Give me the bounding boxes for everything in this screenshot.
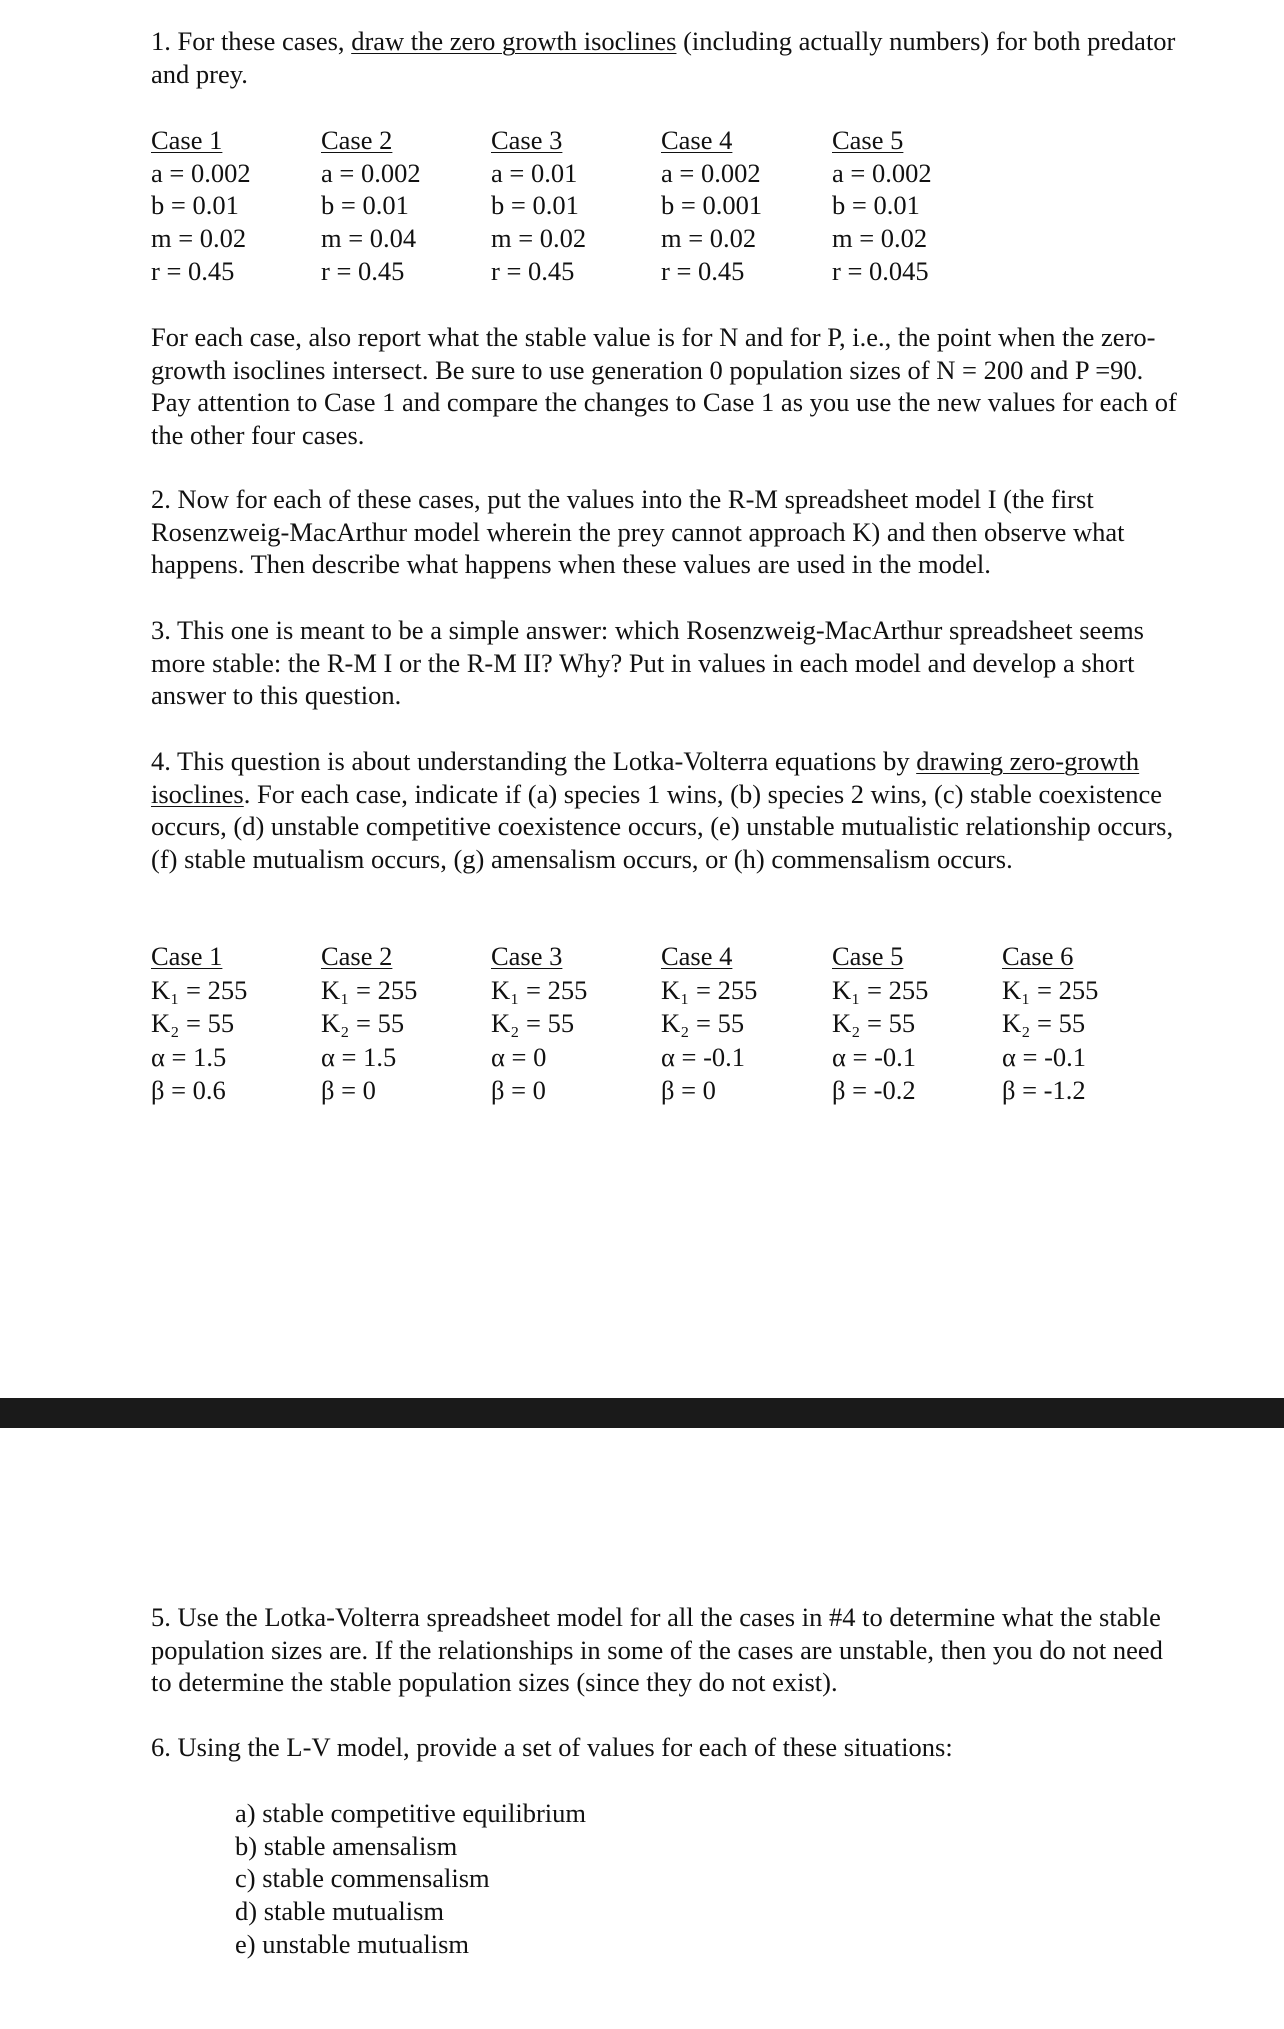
case-param-k2: K₂ = 55 xyxy=(151,1008,235,1038)
list-item: d) stable mutualism xyxy=(235,1896,445,1927)
case-param-a: a = 0.002 xyxy=(321,157,421,188)
case-param-k2: K₂ = 55 xyxy=(491,1008,575,1038)
case-param-r: r = 0.45 xyxy=(151,255,235,286)
question-6-situation-list xyxy=(235,1797,586,1961)
predator-prey-case-column xyxy=(321,124,421,287)
case-param-b: b = 0.01 xyxy=(491,190,579,221)
case-title: Case 6 xyxy=(1002,941,1074,971)
case-param-beta: β = -0.2 xyxy=(832,1075,916,1105)
question-1-intro xyxy=(151,25,1181,90)
case-param-k1: K₁ = 255 xyxy=(321,974,418,1005)
question-6: 6. Using the L-V model, provide a set of values for each of these situations: xyxy=(151,1732,953,1762)
case-title: Case 4 xyxy=(661,941,733,971)
case-param-beta: β = 0 xyxy=(661,1075,716,1105)
case-param-m: m = 0.02 xyxy=(151,223,247,254)
lv-case-column xyxy=(151,940,247,1108)
case-param-alpha: α = 1.5 xyxy=(151,1041,227,1072)
question-1-intro-end: (including actually numbers) for both predator and prey. xyxy=(151,26,1176,89)
case-param-a: a = 0.01 xyxy=(491,157,578,188)
case-param-beta: β = -1.2 xyxy=(1002,1075,1086,1105)
case-param-beta: β = 0.6 xyxy=(151,1075,226,1105)
question-1-followup: For each case, also report what the stable value is for N and for P, i.e., the point when the zero-growth isoclines intersect. Be sure to use generation 0 population sizes of N = 200 and P =90. Pay attention to Case 1 and compare the changes to Case 1 as you use the new values for each of the other four cases. xyxy=(151,322,1177,451)
case-title: Case 3 xyxy=(491,125,563,155)
lv-case-column xyxy=(321,940,417,1108)
case-param-alpha: α = -0.1 xyxy=(832,1041,917,1072)
case-param-k2: K₂ = 55 xyxy=(832,1008,916,1038)
case-param-alpha: α = 1.5 xyxy=(321,1041,397,1072)
case-title: Case 2 xyxy=(321,125,393,155)
predator-prey-case-column xyxy=(661,124,762,287)
case-param-k1: K₁ = 255 xyxy=(151,974,248,1005)
question-5: 5. Use the Lotka-Volterra spreadsheet model for all the cases in #4 to determine what the stable population sizes are. If the relationships in some of the cases are unstable, then you do not need to determine the stable population sizes (since they do not exist). xyxy=(151,1602,1163,1698)
case-title: Case 4 xyxy=(661,125,733,155)
page-divider xyxy=(0,1398,1284,1428)
case-param-alpha: α = -0.1 xyxy=(661,1041,746,1072)
case-title: Case 5 xyxy=(832,125,904,155)
case-param-k1: K₁ = 255 xyxy=(832,974,929,1005)
list-item: e) unstable mutualism xyxy=(235,1928,470,1959)
list-item: a) stable competitive equilibrium xyxy=(235,1798,587,1828)
case-param-k2: K₂ = 55 xyxy=(1002,1008,1086,1038)
lv-case-column xyxy=(832,940,928,1108)
case-param-k2: K₂ = 55 xyxy=(321,1008,405,1038)
case-title: Case 2 xyxy=(321,941,393,971)
list-item: c) stable commensalism xyxy=(235,1863,490,1894)
case-param-beta: β = 0 xyxy=(321,1075,376,1105)
question-1-intro-start: 1. For these cases, xyxy=(151,26,352,56)
case-param-beta: β = 0 xyxy=(491,1075,546,1105)
case-param-b: b = 0.01 xyxy=(151,190,239,221)
lv-case-column xyxy=(491,940,587,1108)
question-4-intro xyxy=(151,745,1181,876)
case-param-r: r = 0.045 xyxy=(832,255,929,286)
case-param-m: m = 0.02 xyxy=(661,223,757,254)
case-param-r: r = 0.45 xyxy=(321,255,405,286)
question-4-intro-start: 4. This question is about understanding the Lotka-Volterra equations by xyxy=(151,746,917,776)
case-param-m: m = 0.02 xyxy=(832,223,928,254)
case-param-a: a = 0.002 xyxy=(151,157,251,188)
predator-prey-case-column xyxy=(151,124,251,287)
question-1-underlined-phrase: draw the zero growth isoclines xyxy=(351,26,677,56)
case-param-m: m = 0.04 xyxy=(321,223,417,254)
question-4-underlined-phrase: drawing zero-growth isoclines xyxy=(151,746,1140,809)
case-param-r: r = 0.45 xyxy=(491,255,575,286)
case-param-b: b = 0.001 xyxy=(661,190,763,221)
case-param-a: a = 0.002 xyxy=(832,157,932,188)
case-title: Case 1 xyxy=(151,941,223,971)
case-param-k2: K₂ = 55 xyxy=(661,1008,745,1038)
case-param-alpha: α = 0 xyxy=(491,1041,547,1072)
predator-prey-case-column xyxy=(491,124,586,287)
question-4-intro-end: . For each case, indicate if (a) species 1 wins, (b) species 2 wins, (c) stable coexistence occurs, (d) unstable competitive coexistence occurs, (e) unstable mutualistic relationship occurs, (f) stable mutualism occurs, (g) amensalism occurs, or (h) commensalism occurs. xyxy=(151,778,1174,875)
list-item: b) stable amensalism xyxy=(235,1830,458,1861)
predator-prey-case-column xyxy=(832,124,932,287)
question-2: 2. Now for each of these cases, put the values into the R-M spreadsheet model I (the first Rosenzweig-MacArthur model wherein the prey cannot approach K) and then observe what happens. Then describe what happens when these values are used in the model. xyxy=(151,484,1125,580)
case-param-b: b = 0.01 xyxy=(321,190,409,221)
case-param-r: r = 0.45 xyxy=(661,255,745,286)
case-param-k1: K₁ = 255 xyxy=(1002,974,1099,1005)
lv-case-column xyxy=(661,940,757,1108)
question-3: 3. This one is meant to be a simple answer: which Rosenzweig-MacArthur spreadsheet seems more stable: the R-M I or the R-M II? Why? Put in values in each model and develop a short answer to this question. xyxy=(151,615,1144,711)
case-param-alpha: α = -0.1 xyxy=(1002,1041,1087,1072)
lv-case-column xyxy=(1002,940,1098,1108)
case-title: Case 1 xyxy=(151,125,223,155)
case-param-a: a = 0.002 xyxy=(661,157,761,188)
case-param-m: m = 0.02 xyxy=(491,223,587,254)
case-title: Case 5 xyxy=(832,941,904,971)
case-title: Case 3 xyxy=(491,941,563,971)
case-param-k1: K₁ = 255 xyxy=(491,974,588,1005)
case-param-b: b = 0.01 xyxy=(832,190,920,221)
case-param-k1: K₁ = 255 xyxy=(661,974,758,1005)
